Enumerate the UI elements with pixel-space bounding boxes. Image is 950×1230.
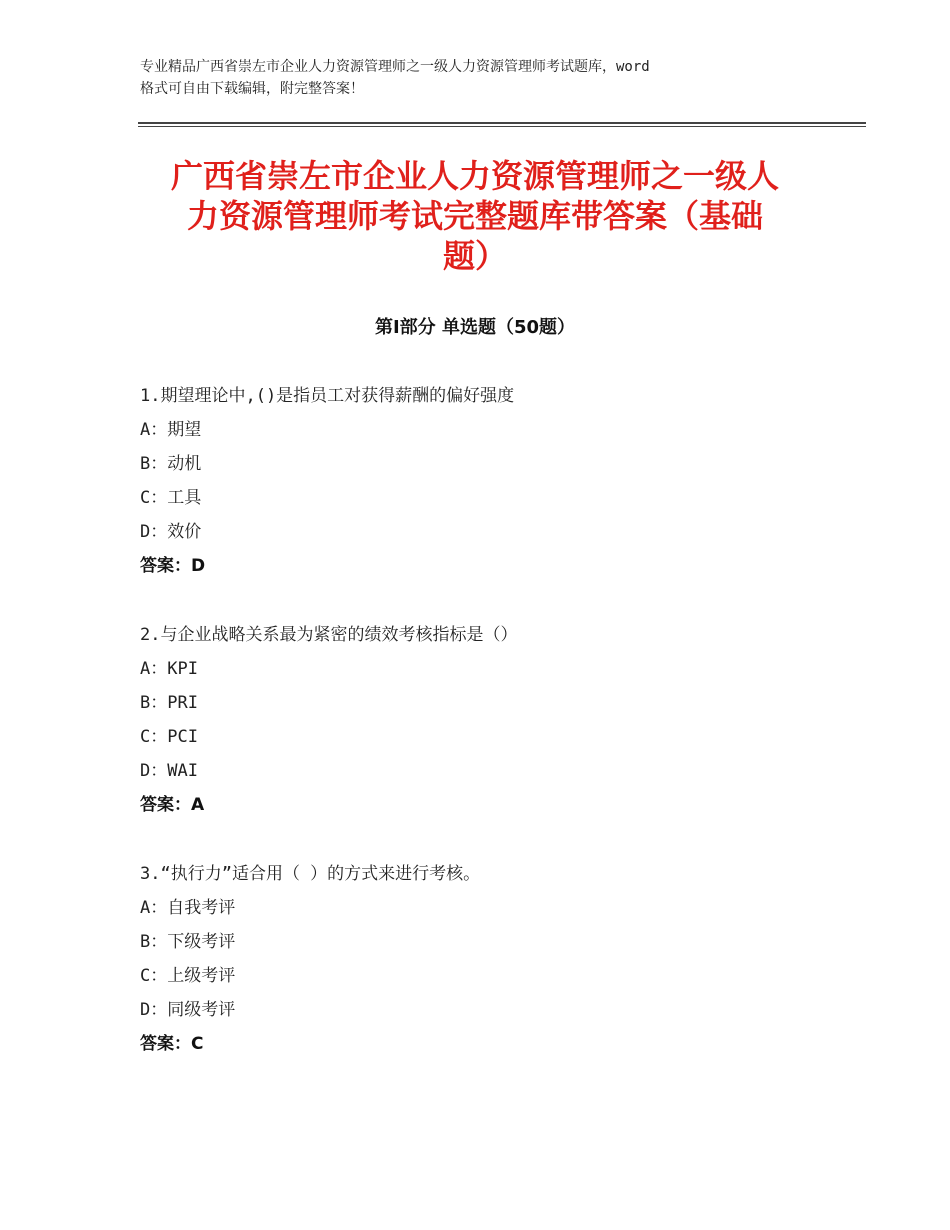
option-c: C：PCI — [140, 727, 198, 747]
document-title-line-3: 题） — [442, 237, 507, 275]
option-a: A：期望 — [140, 420, 202, 440]
header-note-line-2: 格式可自由下载编辑，附完整答案！ — [140, 81, 364, 97]
document-title — [140, 156, 810, 276]
question-3 — [140, 857, 840, 1061]
question-stem: 2.与企业战略关系最为紧密的绩效考核指标是（） — [140, 625, 518, 645]
option-b: B：PRI — [140, 693, 198, 713]
option-a: A：KPI — [140, 659, 198, 679]
question-1 — [140, 379, 840, 583]
option-d: D：效价 — [140, 522, 202, 542]
option-c: C：上级考评 — [140, 966, 236, 986]
option-d: D：同级考评 — [140, 1000, 236, 1020]
document-title-line-1: 广西省崇左市企业人力资源管理师之一级人 — [170, 157, 779, 195]
document-title-line-2: 力资源管理师考试完整题库带答案（基础 — [186, 197, 763, 235]
header-note-line-1: 专业精品广西省崇左市企业人力资源管理师之一级人力资源管理师考试题库，word — [140, 59, 650, 75]
option-b: B：下级考评 — [140, 932, 236, 952]
option-a: A：自我考评 — [140, 898, 236, 918]
header-note — [140, 56, 840, 100]
option-d: D：WAI — [140, 761, 198, 781]
answer: 答案：C — [140, 1034, 204, 1054]
question-stem: 3.“执行力”适合用（ ）的方式来进行考核。 — [140, 864, 481, 884]
question-stem: 1.期望理论中,()是指员工对获得薪酬的偏好强度 — [140, 386, 515, 406]
header-divider-thin — [138, 126, 866, 127]
answer: 答案：D — [140, 556, 206, 576]
question-2 — [140, 618, 840, 822]
header-divider-thick — [138, 122, 866, 124]
answer: 答案：A — [140, 795, 205, 815]
option-b: B：动机 — [140, 454, 202, 474]
option-c: C：工具 — [140, 488, 202, 508]
section-heading: 第Ⅰ部分 单选题（50题） — [374, 317, 575, 338]
